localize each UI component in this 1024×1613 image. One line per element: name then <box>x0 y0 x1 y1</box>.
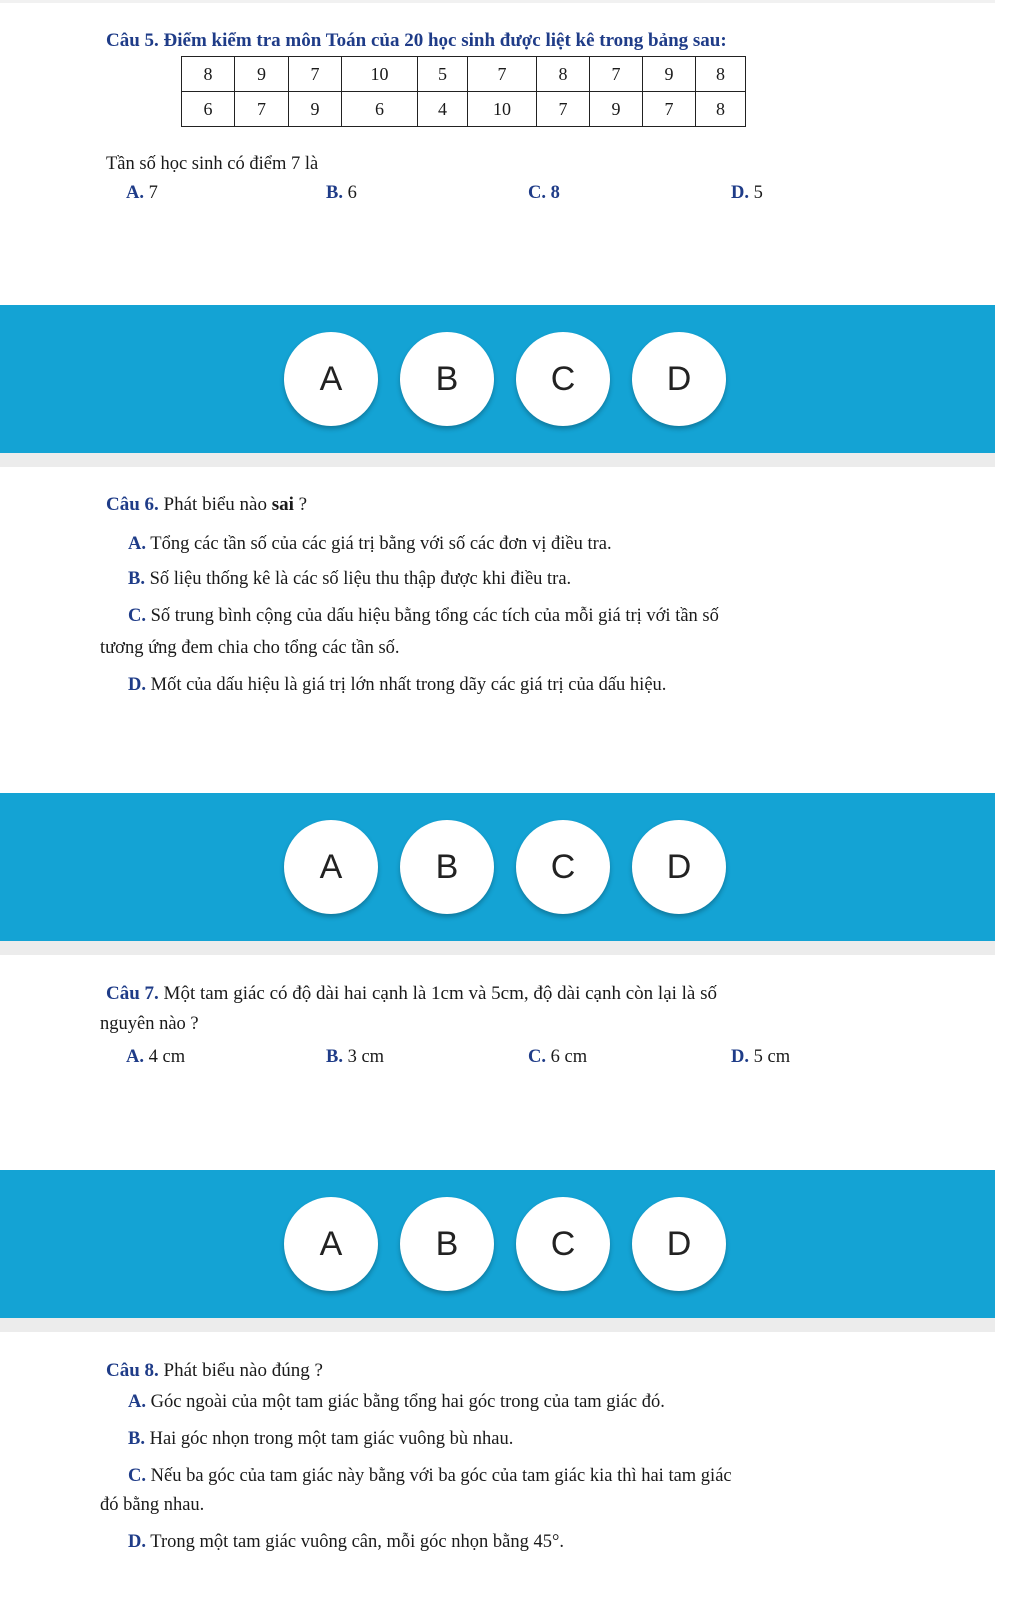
answer-button-a[interactable]: A <box>284 1197 378 1291</box>
option-text: Trong một tam giác vuông cân, mỗi góc nhọn bằng 45°. <box>150 1532 564 1552</box>
table-cell: 4 <box>418 92 468 127</box>
q5-prompt: Tần số học sinh có điểm 7 là <box>106 154 319 174</box>
q5-text: Điểm kiểm tra môn Toán của 20 học sinh được liệt kê trong bảng sau: <box>163 30 727 51</box>
option-label: C. <box>128 606 146 626</box>
q8-number: Câu 8. <box>106 1360 159 1381</box>
q5-option-a <box>126 183 158 204</box>
q7-option-a <box>126 1047 185 1068</box>
table-cell: 9 <box>590 92 643 127</box>
q5-title <box>106 30 727 52</box>
q6-title <box>106 494 307 516</box>
answer-button-d[interactable]: D <box>632 820 726 914</box>
option-label: B. <box>128 569 145 589</box>
answer-button-b[interactable]: B <box>400 820 494 914</box>
q6-option-c-continued: tương ứng đem chia cho tổng các tần số. <box>100 638 400 658</box>
option-label: C. <box>528 1047 546 1067</box>
table-cell: 7 <box>537 92 590 127</box>
q5-number: Câu 5. <box>106 30 159 51</box>
option-label: A. <box>126 1047 144 1067</box>
table-cell: 6 <box>182 92 235 127</box>
banner-divider <box>0 941 995 955</box>
q5-option-c <box>528 183 560 204</box>
option-text: 5 <box>753 183 763 203</box>
q7-text: Một tam giác có độ dài hai cạnh là 1cm và 5cm, độ dài cạnh còn lại là số <box>163 983 718 1004</box>
option-text: Góc ngoài của một tam giác bằng tổng hai góc trong của tam giác đó. <box>150 1392 665 1412</box>
table-cell: 9 <box>643 57 696 92</box>
q5-option-b <box>326 183 357 204</box>
option-text: Mốt của dấu hiệu là giá trị lớn nhất trong dãy các giá trị của dấu hiệu. <box>150 675 667 695</box>
option-text: 7 <box>148 183 158 203</box>
answer-button-b[interactable]: B <box>400 332 494 426</box>
option-label: D. <box>128 675 146 695</box>
option-text: 3 cm <box>347 1047 385 1067</box>
answer-button-d[interactable]: D <box>632 332 726 426</box>
option-label: A. <box>126 183 144 203</box>
table-row <box>182 57 746 92</box>
q8-text: Phát biểu nào đúng ? <box>163 1360 323 1381</box>
option-label: C. <box>528 183 546 203</box>
table-cell: 8 <box>696 57 746 92</box>
option-label: D. <box>731 1047 749 1067</box>
q5-option-d <box>731 183 763 204</box>
q7-option-c <box>528 1047 587 1068</box>
table-cell: 7 <box>468 57 537 92</box>
q6-option-b <box>128 569 571 590</box>
table-cell: 10 <box>342 57 418 92</box>
answer-button-c[interactable]: C <box>516 332 610 426</box>
table-row <box>182 92 746 127</box>
q7-option-d <box>731 1047 790 1068</box>
q6-text-before: Phát biểu nào <box>163 494 272 515</box>
answer-button-d[interactable]: D <box>632 1197 726 1291</box>
option-label: B. <box>128 1429 145 1449</box>
q8-option-c-continued: đó bằng nhau. <box>100 1495 205 1515</box>
q6-text-bold: sai <box>271 494 294 515</box>
option-text: Số trung bình cộng của dấu hiệu bằng tổng các tích của mỗi giá trị với tần số <box>150 606 719 626</box>
table-cell: 7 <box>643 92 696 127</box>
q7-text-continued: nguyên nào ? <box>100 1014 199 1034</box>
table-cell: 10 <box>468 92 537 127</box>
option-label: D. <box>128 1532 146 1552</box>
q8-option-d <box>128 1532 564 1553</box>
answer-banner-q5 <box>0 305 995 453</box>
table-cell: 7 <box>235 92 289 127</box>
q5-score-table <box>181 56 746 127</box>
top-divider <box>0 0 995 3</box>
option-text: 8 <box>550 183 560 203</box>
q8-option-b <box>128 1429 513 1450</box>
option-text: 6 cm <box>550 1047 588 1067</box>
answer-button-c[interactable]: C <box>516 1197 610 1291</box>
option-label: B. <box>326 183 343 203</box>
q6-text-after: ? <box>293 494 308 515</box>
option-label: A. <box>128 1392 146 1412</box>
option-text: 6 <box>347 183 357 203</box>
option-text: Nếu ba góc của tam giác này bằng với ba góc của tam giác kia thì hai tam giác <box>150 1466 732 1486</box>
banner-divider <box>0 453 995 467</box>
table-cell: 5 <box>418 57 468 92</box>
q6-number: Câu 6. <box>106 494 159 515</box>
table-cell: 8 <box>537 57 590 92</box>
q6-option-c <box>128 606 719 627</box>
option-text: Số liệu thống kê là các số liệu thu thập được khi điều tra. <box>149 569 572 589</box>
table-cell: 6 <box>342 92 418 127</box>
option-label: B. <box>326 1047 343 1067</box>
q8-option-c <box>128 1466 732 1487</box>
banner-divider <box>0 1318 995 1332</box>
option-text: 4 cm <box>148 1047 186 1067</box>
q7-number: Câu 7. <box>106 983 159 1004</box>
table-cell: 9 <box>289 92 342 127</box>
table-cell: 8 <box>182 57 235 92</box>
table-cell: 9 <box>235 57 289 92</box>
answer-button-b[interactable]: B <box>400 1197 494 1291</box>
table-cell: 7 <box>590 57 643 92</box>
q6-option-d <box>128 675 666 696</box>
answer-button-a[interactable]: A <box>284 820 378 914</box>
answer-banner-q6 <box>0 793 995 941</box>
option-text: Tổng các tần số của các giá trị bằng với số các đơn vị điều tra. <box>150 534 612 554</box>
option-label: D. <box>731 183 749 203</box>
table-cell: 7 <box>289 57 342 92</box>
option-text: Hai góc nhọn trong một tam giác vuông bù nhau. <box>149 1429 514 1449</box>
option-label: C. <box>128 1466 146 1486</box>
q8-option-a <box>128 1392 665 1413</box>
answer-banner-q7 <box>0 1170 995 1318</box>
q7-option-b <box>326 1047 384 1068</box>
table-cell: 8 <box>696 92 746 127</box>
q8-title <box>106 1360 323 1382</box>
option-label: A. <box>128 534 146 554</box>
answer-button-c[interactable]: C <box>516 820 610 914</box>
q6-option-a <box>128 534 612 555</box>
q7-title <box>106 983 717 1005</box>
answer-button-a[interactable]: A <box>284 332 378 426</box>
option-text: 5 cm <box>753 1047 791 1067</box>
